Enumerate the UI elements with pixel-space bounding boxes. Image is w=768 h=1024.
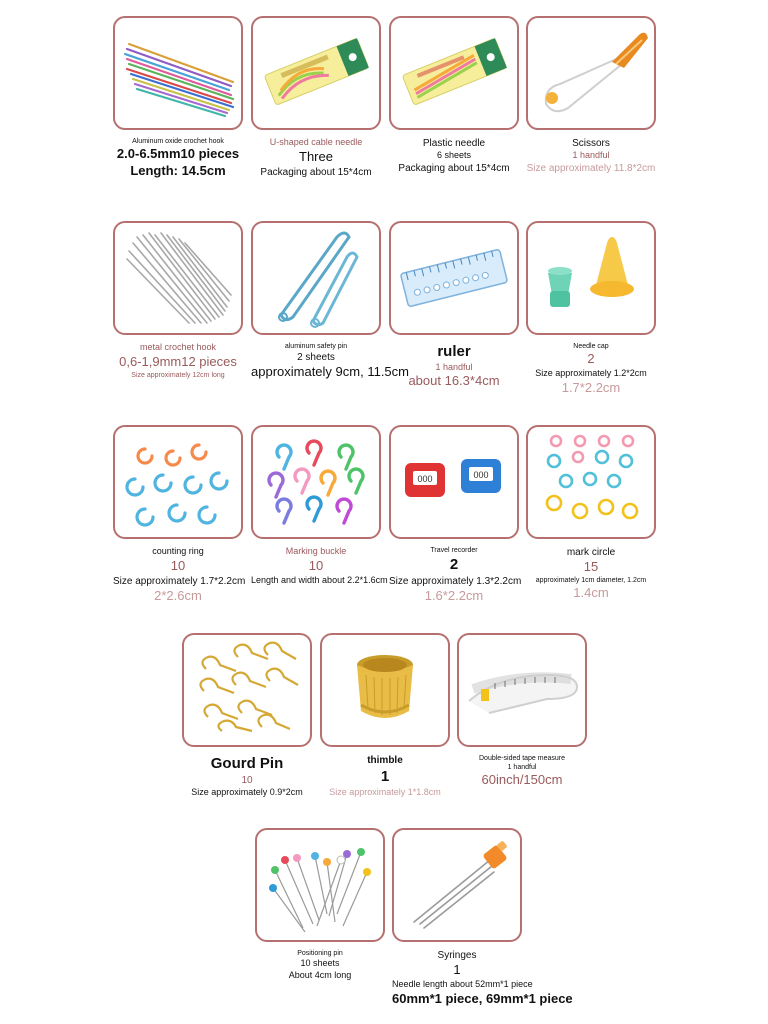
counting-ring-icon [113,425,243,539]
item-size: Size approximately 1.3*2.2cm [389,575,522,587]
item-quantity: 2.0-6.5mm10 pieces [116,146,240,162]
item-quantity: 1 handful [507,764,537,772]
card-mark-circle [526,425,656,602]
syringe-needle-icon [392,828,522,942]
card-travel-recorder [389,425,522,604]
item-quantity: 0,6-1,9mm12 pieces [119,353,237,369]
item-name: ruler [437,343,471,360]
item-name: U-shaped cable needle [269,137,363,147]
plastic-needle-pack-icon [389,16,519,130]
card-cable-needle [251,16,381,179]
item-size: Size approximately 1.7*2.2cm [113,575,246,587]
card-positioning-pin [255,828,385,981]
item-name: Aluminum oxide crochet hook [132,138,224,145]
marker-rings-icon [526,425,656,539]
item-size: approximately 9cm, 11.5cm [251,364,409,380]
card-scissors [526,16,656,175]
cable-needle-pack-icon [251,16,381,130]
item-name: Syringes [437,950,477,961]
item-name: Double-sided tape measure [479,755,565,762]
item-name: Positioning pin [297,950,343,957]
row-counter-icon [389,425,519,539]
card-crochet-hook-aluminum [113,16,243,180]
card-metal-crochet-hook [113,221,243,380]
svg-text:000: 000 [417,474,433,484]
item-quantity: 2 [587,351,595,367]
item-size: approximately 1cm diameter, 1.2cm [535,576,647,584]
item-size: Size approximately 11.8*2cm [526,162,656,174]
thimble-icon [320,633,450,747]
item-quantity: 6 sheets [436,150,472,160]
item-name: metal crochet hook [139,342,217,352]
ruler-icon [389,221,519,335]
card-thimble [320,633,450,798]
item-size: About 4cm long [288,969,352,980]
tape-measure-icon [457,633,587,747]
item-name: counting ring [152,546,204,556]
positioning-pin-icon [255,828,385,942]
item-quantity: 2 sheets [297,352,335,364]
item-quantity: 10 [308,557,324,573]
item-quantity: 15 [583,559,599,574]
item-size: Size approximately 1.2*2cm [535,367,647,378]
item-quantity: 10 [241,774,253,786]
card-counting-ring [113,425,246,604]
item-quantity: 10 [170,557,186,573]
item-quantity: Three [299,148,333,164]
item-quantity: 10 sheets [300,958,340,969]
item-name: Scissors [572,138,610,149]
item-size: Size approximately 1*1.8cm [329,786,441,797]
item-size: Packaging about 15*4cm [398,162,510,174]
card-ruler [389,221,519,390]
needle-cap-icon [526,221,656,335]
card-gourd-pin [182,633,312,798]
item-size: about 16.3*4cm [408,373,500,389]
item-size-alt: 60mm*1 piece, 69mm*1 piece [392,990,573,1006]
item-name: Marking buckle [285,546,347,556]
crochet-hook-set-icon [113,16,243,130]
item-size-alt: 2*2.6cm [154,587,202,603]
item-quantity: 2 [449,556,459,574]
card-needle-cap [526,221,656,397]
gourd-pin-icon [182,633,312,747]
item-name: Needle cap [573,343,609,350]
scissors-icon [526,16,656,130]
item-size: Packaging about 15*4cm [260,166,372,178]
card-marking-buckle [251,425,388,586]
item-size: Size approximately 0.9*2cm [191,786,303,797]
item-quantity: 1 handful [435,361,473,372]
item-quantity: 1 handful [572,150,610,160]
card-safety-pin [251,221,409,381]
item-size: Length and width about 2.2*1.6cm [251,574,388,585]
item-name: Travel recorder [430,547,478,554]
item-size: 60inch/150cm [481,772,563,788]
item-name: mark circle [566,547,616,558]
card-syringes [392,828,573,1007]
item-name: aluminum safety pin [284,343,348,350]
safety-pin-icon [251,221,381,335]
item-size-alt: 1.7*2.2cm [561,379,621,395]
item-size: Size approximately 12cm long [131,371,225,379]
item-quantity: 1 [380,768,390,785]
item-quantity: 1 [453,962,461,977]
metal-hook-set-icon [113,221,243,335]
item-name: Gourd Pin [210,755,284,772]
marking-buckle-icon [251,425,381,539]
card-tape-measure [457,633,587,789]
item-name: Plastic needle [422,138,486,149]
card-plastic-needle [389,16,519,175]
item-name: thimble [367,755,403,766]
item-size-alt: 1.6*2.2cm [424,587,484,603]
item-size: Length: 14.5cm [130,162,226,178]
item-size: Needle length about 52mm*1 piece [392,978,533,989]
item-size-alt: 1.4cm [573,584,609,600]
svg-text:000: 000 [473,470,489,480]
